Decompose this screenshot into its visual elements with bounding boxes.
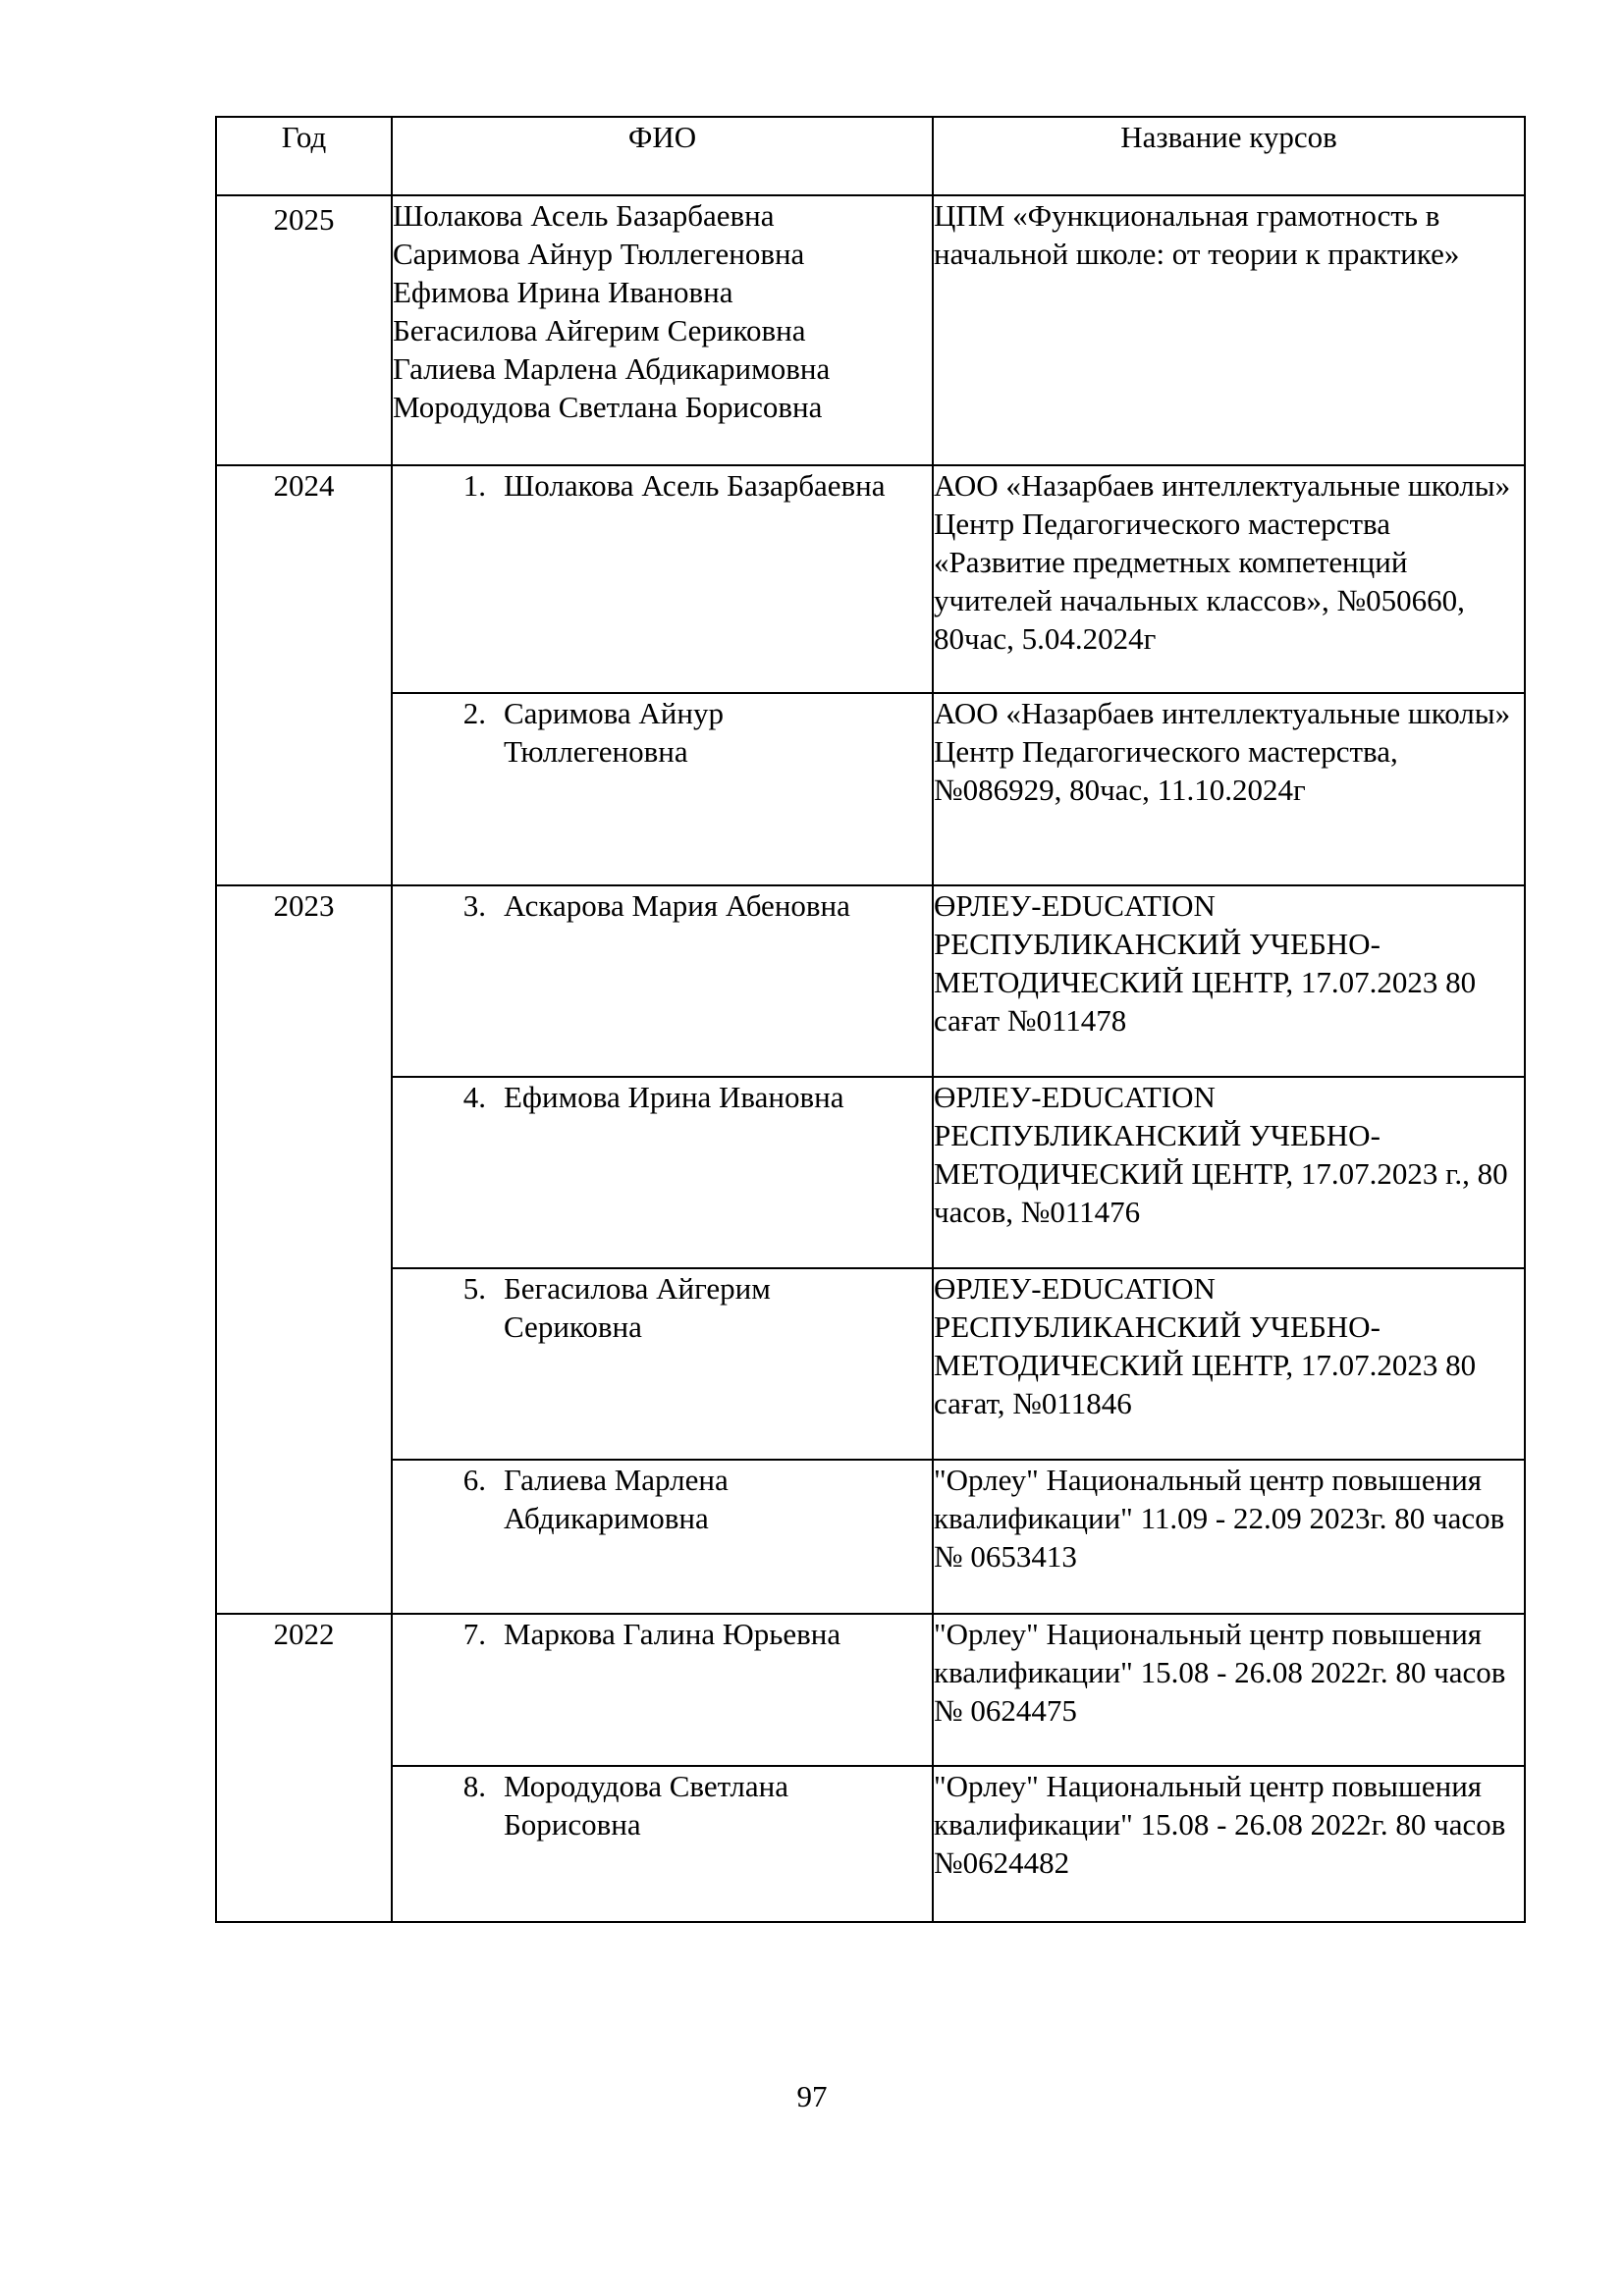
course-cell: "Орлеу" Национальный центр повышения квалификации" 11.09 - 22.09 2023г. 80 часов № 0653413 bbox=[933, 1460, 1525, 1614]
year-cell: 2025 bbox=[216, 195, 392, 465]
person-name: Аскарова Мария Абеновна bbox=[504, 888, 850, 923]
table-row bbox=[216, 693, 1525, 885]
table-row bbox=[216, 1614, 1525, 1766]
person-cell bbox=[392, 1766, 933, 1922]
person-name: Саримова Айнур Тюллегеновна bbox=[504, 696, 724, 769]
course-cell: "Орлеу" Национальный центр повышения квалификации" 15.08 - 26.08 2022г. 80 часов № 0624475 bbox=[933, 1614, 1525, 1766]
person-name: Шолакова Асель Базарбаевна bbox=[504, 468, 886, 503]
person-cell bbox=[392, 1268, 933, 1460]
table-row bbox=[216, 1460, 1525, 1614]
list-item: Бегасилова Айгерим Сериковна bbox=[393, 313, 806, 347]
table-row bbox=[216, 465, 1525, 693]
person-name: Галиева Марлена Абдикаримовна bbox=[504, 1463, 729, 1535]
course-cell: АОО «Назарбаев интеллектуальные школы» Центр Педагогического мастерства, №086929, 80час, 11.10.2024г bbox=[933, 693, 1525, 885]
person-cell bbox=[392, 1614, 933, 1766]
course-cell: ӨРЛЕУ-EDUCATION РЕСПУБЛИКАНСКИЙ УЧЕБНО-МЕТОДИЧЕСКИЙ ЦЕНТР, 17.07.2023 80 сағат №011478 bbox=[933, 885, 1525, 1077]
row-number: 8. bbox=[462, 1769, 486, 1803]
list-item: Галиева Марлена Абдикаримовна bbox=[393, 351, 831, 386]
person-cell bbox=[392, 465, 933, 693]
table-row bbox=[216, 1077, 1525, 1268]
person-name: Ефимова Ирина Ивановна bbox=[504, 1080, 844, 1114]
course-cell: ЦПМ «Функциональная грамотность в начальной школе: от теории к практике» bbox=[933, 195, 1525, 465]
list-item: Ефимова Ирина Ивановна bbox=[393, 275, 733, 309]
row-number: 1. bbox=[462, 468, 486, 503]
course-cell: АОО «Назарбаев интеллектуальные школы» Центр Педагогического мастерства «Развитие предметных компетенций учителей начальных классов», №050660, 80час, 5.04.2024г bbox=[933, 465, 1525, 693]
row-number: 3. bbox=[462, 888, 486, 923]
person-name: Маркова Галина Юрьевна bbox=[504, 1617, 841, 1651]
table-row bbox=[216, 885, 1525, 1077]
person-cell bbox=[392, 1077, 933, 1268]
person-name: Мородудова Светлана Борисовна bbox=[504, 1769, 788, 1842]
person-name: Бегасилова Айгерим Сериковна bbox=[504, 1271, 771, 1344]
person-cell bbox=[392, 1460, 933, 1614]
row-number: 7. bbox=[462, 1617, 486, 1651]
table-row-2025 bbox=[216, 195, 1525, 465]
fio-column-header: ФИО bbox=[392, 117, 933, 195]
names-list-cell bbox=[392, 195, 933, 465]
table-row bbox=[216, 1268, 1525, 1460]
row-number: 4. bbox=[462, 1080, 486, 1114]
year-cell: 2024 bbox=[216, 465, 392, 885]
course-cell: ӨРЛЕУ-EDUCATION РЕСПУБЛИКАНСКИЙ УЧЕБНО-МЕТОДИЧЕСКИЙ ЦЕНТР, 17.07.2023 80 сағат, №011846 bbox=[933, 1268, 1525, 1460]
table-row bbox=[216, 1766, 1525, 1922]
year-cell: 2023 bbox=[216, 885, 392, 1614]
course-cell: "Орлеу" Национальный центр повышения квалификации" 15.08 - 26.08 2022г. 80 часов №0624482 bbox=[933, 1766, 1525, 1922]
person-cell bbox=[392, 693, 933, 885]
list-item: Шолакова Асель Базарбаевна bbox=[393, 198, 775, 233]
course-column-header: Название курсов bbox=[933, 117, 1525, 195]
page-number: 97 bbox=[796, 2079, 828, 2113]
row-number: 5. bbox=[462, 1271, 486, 1306]
courses-table bbox=[215, 116, 1526, 1923]
list-item: Мородудова Светлана Борисовна bbox=[393, 390, 823, 424]
person-cell bbox=[392, 885, 933, 1077]
row-number: 2. bbox=[462, 696, 486, 730]
year-cell: 2022 bbox=[216, 1614, 392, 1922]
list-item: Саримова Айнур Тюллегеновна bbox=[393, 237, 805, 271]
course-cell: ӨРЛЕУ-EDUCATION РЕСПУБЛИКАНСКИЙ УЧЕБНО-МЕТОДИЧЕСКИЙ ЦЕНТР, 17.07.2023 г., 80 часов, №011476 bbox=[933, 1077, 1525, 1268]
table-header-row bbox=[216, 117, 1525, 195]
row-number: 6. bbox=[462, 1463, 486, 1497]
year-column-header: Год bbox=[216, 117, 392, 195]
